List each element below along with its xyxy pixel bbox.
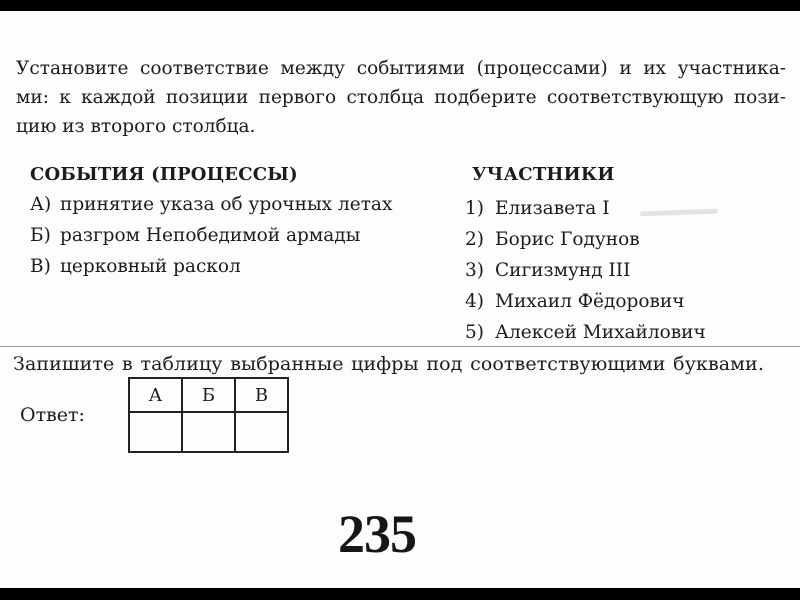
divider-line xyxy=(0,346,800,347)
participant-item-text: Алексей Михайлович xyxy=(495,322,706,343)
participant-item-label: 4) xyxy=(465,291,484,312)
participant-item-1 xyxy=(465,195,610,223)
answer-table-value-row xyxy=(129,412,288,452)
event-item-text: церковный раскол xyxy=(60,256,241,277)
participant-item-label: 1) xyxy=(465,198,484,219)
answer-cell-a xyxy=(129,412,182,452)
events-column-header: СОБЫТИЯ (ПРОЦЕССЫ) xyxy=(30,164,298,185)
participant-item-5 xyxy=(465,319,706,347)
page-number: 235 xyxy=(338,504,416,564)
answer-header-b: Б xyxy=(182,378,235,412)
table-fill-instruction: Запишите в таблицу выбранные цифры под соответствующими буквами. xyxy=(13,353,764,375)
event-item-label: В) xyxy=(30,256,51,277)
answer-cell-v xyxy=(235,412,288,452)
event-item-b xyxy=(30,222,360,250)
instruction-line-2: ми: к каждой позиции первого столбца подберите соответствующую пози- xyxy=(16,87,786,108)
scan-artifact xyxy=(640,209,718,217)
participant-item-3 xyxy=(465,257,630,285)
answer-label: Ответ: xyxy=(20,404,85,426)
task-instruction xyxy=(16,54,786,141)
answer-cell-b xyxy=(182,412,235,452)
participant-item-text: Михаил Фёдорович xyxy=(495,291,685,312)
answer-table-header-row xyxy=(129,378,288,412)
answer-header-a: А xyxy=(129,378,182,412)
participant-item-label: 5) xyxy=(465,322,484,343)
event-item-label: А) xyxy=(30,194,52,215)
participant-item-label: 2) xyxy=(465,229,484,250)
event-item-label: Б) xyxy=(30,225,51,246)
participant-item-text: Борис Годунов xyxy=(495,229,640,250)
answer-header-v: В xyxy=(235,378,288,412)
event-item-a xyxy=(30,191,392,219)
event-item-text: принятие указа об урочных летах xyxy=(60,194,393,215)
participant-item-label: 3) xyxy=(465,260,484,281)
top-black-bar xyxy=(0,0,800,11)
bottom-black-bar xyxy=(0,588,800,600)
participants-column-header: УЧАСТНИКИ xyxy=(472,164,615,185)
participant-item-text: Сигизмунд III xyxy=(495,260,631,281)
answer-table xyxy=(128,377,289,453)
participant-item-text: Елизавета I xyxy=(495,198,610,219)
participant-item-4 xyxy=(465,288,685,316)
instruction-line-1: Установите соответствие между событиями (процессами) и их участника- xyxy=(16,58,786,79)
participant-item-2 xyxy=(465,226,640,254)
event-item-v xyxy=(30,253,241,281)
event-item-text: разгром Непобедимой армады xyxy=(60,225,361,246)
instruction-line-3: цию из второго столбца. xyxy=(16,116,256,137)
